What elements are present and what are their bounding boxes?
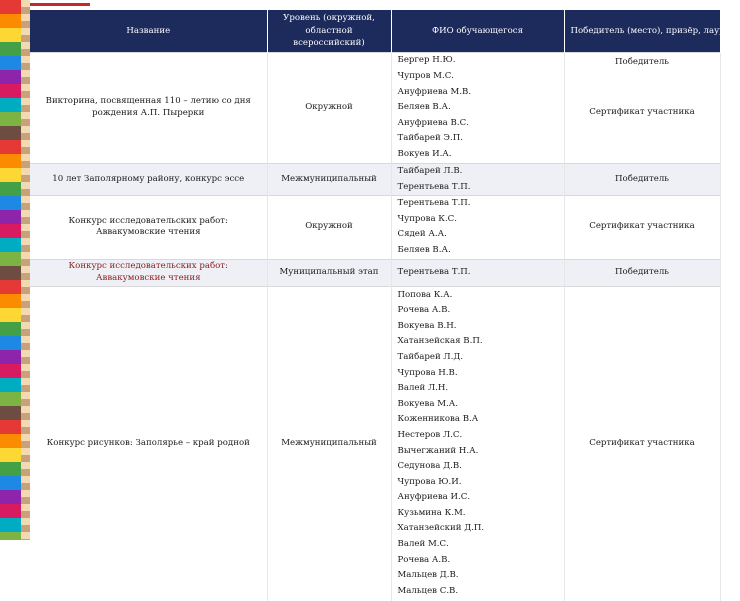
student-name: Чупров М.С.	[397, 71, 455, 82]
student-name: Коженникова В.А	[397, 414, 479, 425]
cell-name: Конкурс исследовательских работ: Аввакумовские чтения	[30, 196, 267, 259]
cell-level: Окружной	[267, 196, 391, 259]
cell-name: 10 лет Заполярному району, конкурс эссе	[30, 164, 267, 196]
cell-result: Победитель	[564, 164, 720, 196]
result-certificate: Сертификат участника	[589, 106, 695, 117]
cell-fio	[391, 164, 564, 196]
top-accent-bar	[30, 0, 720, 8]
cell-fio	[391, 259, 564, 286]
cell-result: Сертификат участника	[564, 196, 720, 259]
student-name: Рочева А.В.	[397, 305, 451, 316]
student-name: Терентьева Т.П.	[397, 181, 471, 192]
student-name: Вокуева В.Н.	[397, 320, 457, 331]
student-name: Мальцев Д.В.	[397, 570, 459, 581]
student-name: Чупрова К.С.	[397, 213, 457, 224]
student-name: Хатанзейский Д.П.	[397, 523, 485, 534]
cell-fio	[391, 196, 564, 259]
student-name: Чупрова Ю.И.	[397, 476, 462, 487]
cell-name: Викторина, посвященная 110 – летию со дня рождения А.П. Пырерки	[30, 53, 267, 164]
cell-fio	[391, 286, 564, 601]
cell-result: Сертификат участника	[564, 286, 720, 601]
student-name: Вокуев И.А.	[397, 148, 452, 159]
header-level-text: Уровень (окружной, областной всероссийский)	[283, 13, 375, 49]
student-name: Сядей А.А.	[397, 229, 447, 240]
student-name: Тайбарей Э.П.	[397, 133, 463, 144]
result-winner: Победитель	[615, 57, 669, 67]
student-name: Терентьева Т.П.	[397, 198, 471, 209]
student-name: Седунова Д.В.	[397, 461, 462, 472]
student-name: Терентьева Т.П.	[397, 266, 471, 277]
table-row	[30, 286, 720, 601]
table-row	[30, 196, 720, 259]
student-name: Беляев В.А.	[397, 244, 451, 255]
table-row	[30, 259, 720, 286]
student-name: Мальцев С.В.	[397, 585, 459, 596]
student-name: Нестеров Л.С.	[397, 429, 463, 440]
cell-result: Победитель	[564, 259, 720, 286]
student-name: Рочева А.В.	[397, 554, 451, 565]
student-name: Хатанзейская В.П.	[397, 336, 483, 347]
student-name: Ануфриева В.С.	[397, 117, 469, 128]
student-name: Вычегжаний Н.А.	[397, 445, 479, 456]
student-name: Чупрова Н.В.	[397, 367, 458, 378]
student-name: Вокуева М.А.	[397, 398, 458, 409]
cell-name: Конкурс исследовательских работ: Аввакумовские чтения	[30, 259, 267, 286]
student-name: Попова К.А.	[397, 289, 453, 300]
cell-level: Межмуниципальный	[267, 164, 391, 196]
header-fio: ФИО обучающегося	[391, 10, 564, 53]
cell-level: Межмуниципальный	[267, 286, 391, 601]
student-name: Беляев В.А.	[397, 102, 451, 113]
table-header-row	[30, 10, 720, 53]
student-name: Валей Л.Н.	[397, 383, 449, 394]
student-name: Бергер Н.Ю.	[397, 55, 456, 66]
cell-result	[564, 53, 720, 164]
table-row	[30, 53, 720, 164]
table-row	[30, 164, 720, 196]
cell-name: Конкурс рисунков: Заполярье – край родной	[30, 286, 267, 601]
pencils-decoration	[0, 0, 30, 540]
student-name: Тайбарей Л.Д.	[397, 351, 464, 362]
student-name: Кузьмина К.М.	[397, 507, 466, 518]
header-level	[267, 10, 391, 53]
student-name: Ануфриева М.В.	[397, 86, 472, 97]
student-name: Валей М.С.	[397, 539, 449, 550]
header-result: Победитель (место), призёр, лауреат	[564, 10, 720, 53]
cell-level: Окружной	[267, 53, 391, 164]
header-name: Название	[30, 10, 267, 53]
student-name: Ануфриева И.С.	[397, 492, 471, 503]
cell-fio	[391, 53, 564, 164]
awards-table	[30, 10, 740, 601]
student-name: Тайбарей Л.В.	[397, 166, 463, 176]
cell-level: Муниципальный этап	[267, 259, 391, 286]
